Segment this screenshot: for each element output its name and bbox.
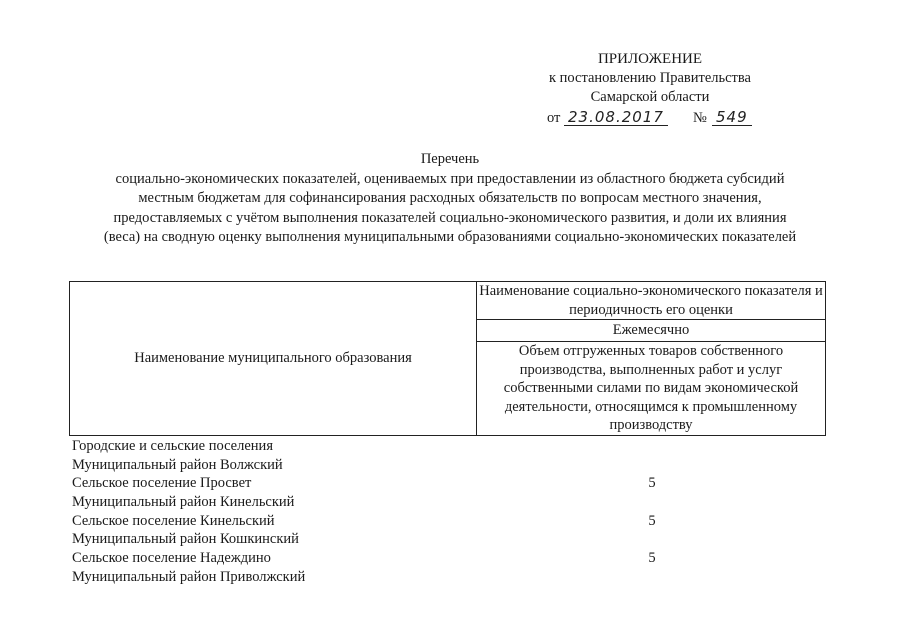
number-prefix: № — [693, 110, 707, 126]
document-title-block — [60, 150, 840, 248]
indicator-table — [69, 281, 826, 436]
date-prefix: от — [547, 110, 561, 126]
subtitle-line: социально-экономических показателей, оцениваемых при предоставлении из областного бюджета субсидий — [115, 170, 785, 187]
municipality-name: Муниципальный район Приволжский — [72, 568, 306, 585]
weight-value: 5 — [648, 475, 656, 492]
appendix-line-1: к постановлению Правительства — [549, 70, 751, 86]
list-item — [72, 549, 832, 568]
list-item — [72, 437, 832, 456]
subtitle-line: (веса) на сводную оценку выполнения муниципальными образованиями социально-экономических показателей — [103, 229, 797, 245]
municipality-name: Городские и сельские поселения — [72, 438, 273, 454]
document-title: Перечень — [420, 151, 480, 167]
municipality-name: Сельское поселение Кинельский — [72, 512, 275, 529]
appendix-block — [500, 50, 800, 129]
list-item — [72, 456, 832, 475]
handwritten-date: 23.08.2017 — [564, 109, 668, 126]
list-item — [72, 493, 832, 512]
list-item — [72, 568, 832, 587]
appendix-title: ПРИЛОЖЕНИЕ — [597, 51, 703, 67]
list-item — [72, 530, 832, 549]
list-item — [72, 474, 832, 493]
appendix-date-line — [500, 107, 800, 129]
municipality-name: Сельское поселение Надеждино — [72, 550, 271, 567]
handwritten-number: 549 — [712, 109, 752, 126]
municipality-list — [72, 437, 832, 587]
periodicity-cell: Ежемесячно — [476, 319, 826, 342]
weight-value: 5 — [648, 512, 656, 529]
municipality-column-header: Наименование муниципального образования — [69, 281, 477, 436]
subtitle-line: местным бюджетам для софинансирования расходных обязательств по вопросам местного значения, — [138, 190, 762, 206]
municipality-name: Муниципальный район Волжский — [72, 456, 283, 473]
municipality-name: Сельское поселение Просвет — [72, 475, 252, 492]
indicator-name-cell: Объем отгруженных товаров собственного производства, выполненных работ и услуг собственными силами по видам экономической деятельности, относящимся к промышленному производству — [476, 341, 826, 436]
municipality-name: Муниципальный район Кошкинский — [72, 531, 299, 548]
list-item — [72, 512, 832, 531]
municipality-name: Муниципальный район Кинельский — [72, 494, 295, 511]
subtitle-line: предоставляемых с учётом выполнения показателей социально-экономического развития, и доли их влияния — [113, 209, 787, 226]
appendix-line-2: Самарской области — [590, 89, 710, 105]
weight-value: 5 — [648, 550, 656, 567]
indicator-column-header: Наименование социально-экономического показателя и периодичность его оценки — [476, 281, 826, 320]
